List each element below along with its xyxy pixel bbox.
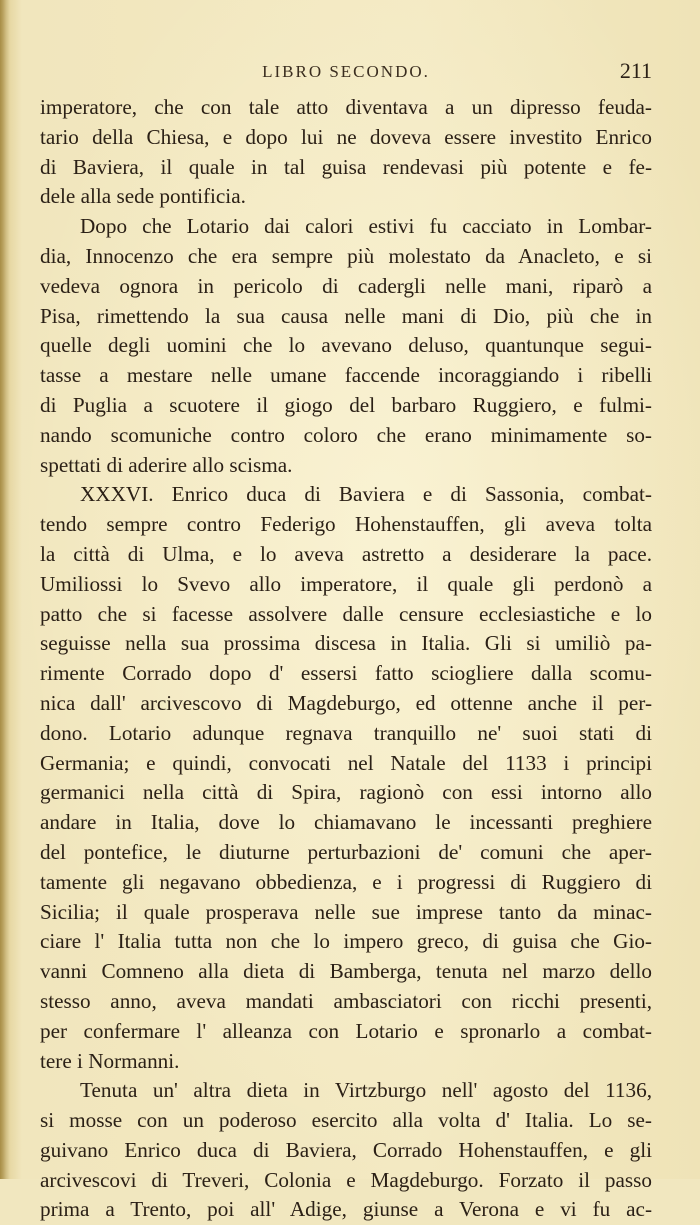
- page-number: 211: [619, 58, 652, 83]
- text-line: si mosse con un poderoso esercito alla volta d' Italia. Lo se-: [40, 1108, 652, 1133]
- text-line: del pontefice, le diuturne perturbazioni de' comuni che aper-: [40, 839, 652, 864]
- text-line: di Puglia a scuotere il giogo del barbaro Ruggiero, e fulmi-: [40, 392, 652, 417]
- text-line: Dopo che Lotario dai calori estivi fu cacciato in Lombar-: [80, 214, 652, 239]
- text-line: Germania; e quindi, convocati nel Natale del 1133 i principi: [40, 750, 652, 775]
- text-line: seguisse nella sua prossima discesa in Italia. Gli si umiliò pa-: [40, 631, 652, 656]
- text-line: quelle degli uomini che lo avevano deluso, quantunque segui-: [40, 333, 652, 358]
- text-line: guivano Enrico duca di Baviera, Corrado Hohenstauffen, e gli: [40, 1137, 652, 1162]
- text-line: dia, Innocenzo che era sempre più molestato da Anacleto, e si: [40, 243, 652, 268]
- text-line: andare in Italia, dove lo chiamavano le incessanti preghiere: [40, 810, 652, 835]
- text-line: nica dall' arcivescovo di Magdeburgo, ed ottenne anche il per-: [40, 690, 652, 715]
- text-line: per confermare l' alleanza con Lotario e spronarlo a combat-: [40, 1018, 652, 1043]
- text-line: rimente Corrado dopo d' essersi fatto sciogliere dalla scomu-: [40, 661, 652, 686]
- text-line: la città di Ulma, e lo aveva astretto a desiderare la pace.: [40, 541, 652, 566]
- text-line: ciare l' Italia tutta non che lo impero greco, di guisa che Gio-: [40, 929, 652, 954]
- text-line: Umiliossi lo Svevo allo imperatore, il quale gli perdonò a: [40, 571, 652, 596]
- text-line: di Baviera, il quale in tal guisa rendevasi più potente e fe-: [40, 154, 652, 179]
- text-line: dono. Lotario adunque regnava tranquillo ne' suoi stati di: [40, 720, 652, 745]
- text-line: tere i Normanni.: [40, 1048, 180, 1073]
- body-text: [40, 93, 652, 1225]
- spine-shadow: [0, 0, 10, 1179]
- text-line: stesso anno, aveva mandati ambasciatori con ricchi presenti,: [40, 988, 652, 1013]
- text-line: tasse a mestare nelle umane faccende incoraggiando i ribelli: [40, 363, 652, 388]
- text-line: nando scomuniche contro coloro che erano minimamente so-: [40, 422, 652, 447]
- text-line: tendo sempre contro Federigo Hohenstauffen, gli aveva tolta: [40, 512, 652, 537]
- page-header: [40, 60, 652, 90]
- text-line: XXXVI. Enrico duca di Baviera e di Sassonia, combat-: [80, 482, 652, 507]
- text-line: germanici nella città di Spira, ragionò con essi intorno allo: [40, 780, 652, 805]
- running-head: LIBRO SECONDO.: [262, 62, 430, 81]
- text-line: spettati di aderire allo scisma.: [40, 452, 293, 477]
- text-line: tario della Chiesa, e dopo lui ne doveva essere investito Enrico: [40, 124, 652, 149]
- text-line: Sicilia; il quale prosperava nelle sue imprese tanto da minac-: [40, 899, 652, 924]
- text-line: tamente gli negavano obbedienza, e i progressi di Ruggiero di: [40, 869, 652, 894]
- text-line: vedeva ognora in pericolo di cadergli nelle mani, riparò a: [40, 273, 652, 298]
- text-line: dele alla sede pontificia.: [40, 184, 246, 209]
- text-line: imperatore, che con tale atto diventava a un dipresso feuda-: [40, 95, 652, 119]
- text-line: prima a Trento, poi all' Adige, giunse a Verona e vi fu ac-: [40, 1197, 652, 1222]
- text-line: Pisa, rimettendo la sua causa nelle mani di Dio, più che in: [40, 303, 652, 328]
- text-line: patto che si facesse assolvere dalle censure ecclesiastiche e lo: [40, 601, 652, 626]
- text-line: vanni Comneno alla dieta di Bamberga, tenuta nel marzo dello: [40, 959, 652, 984]
- text-line: arcivescovi di Treveri, Colonia e Magdeburgo. Forzato il passo: [40, 1167, 652, 1192]
- text-line: Tenuta un' altra dieta in Virtzburgo nell' agosto del 1136,: [80, 1078, 652, 1103]
